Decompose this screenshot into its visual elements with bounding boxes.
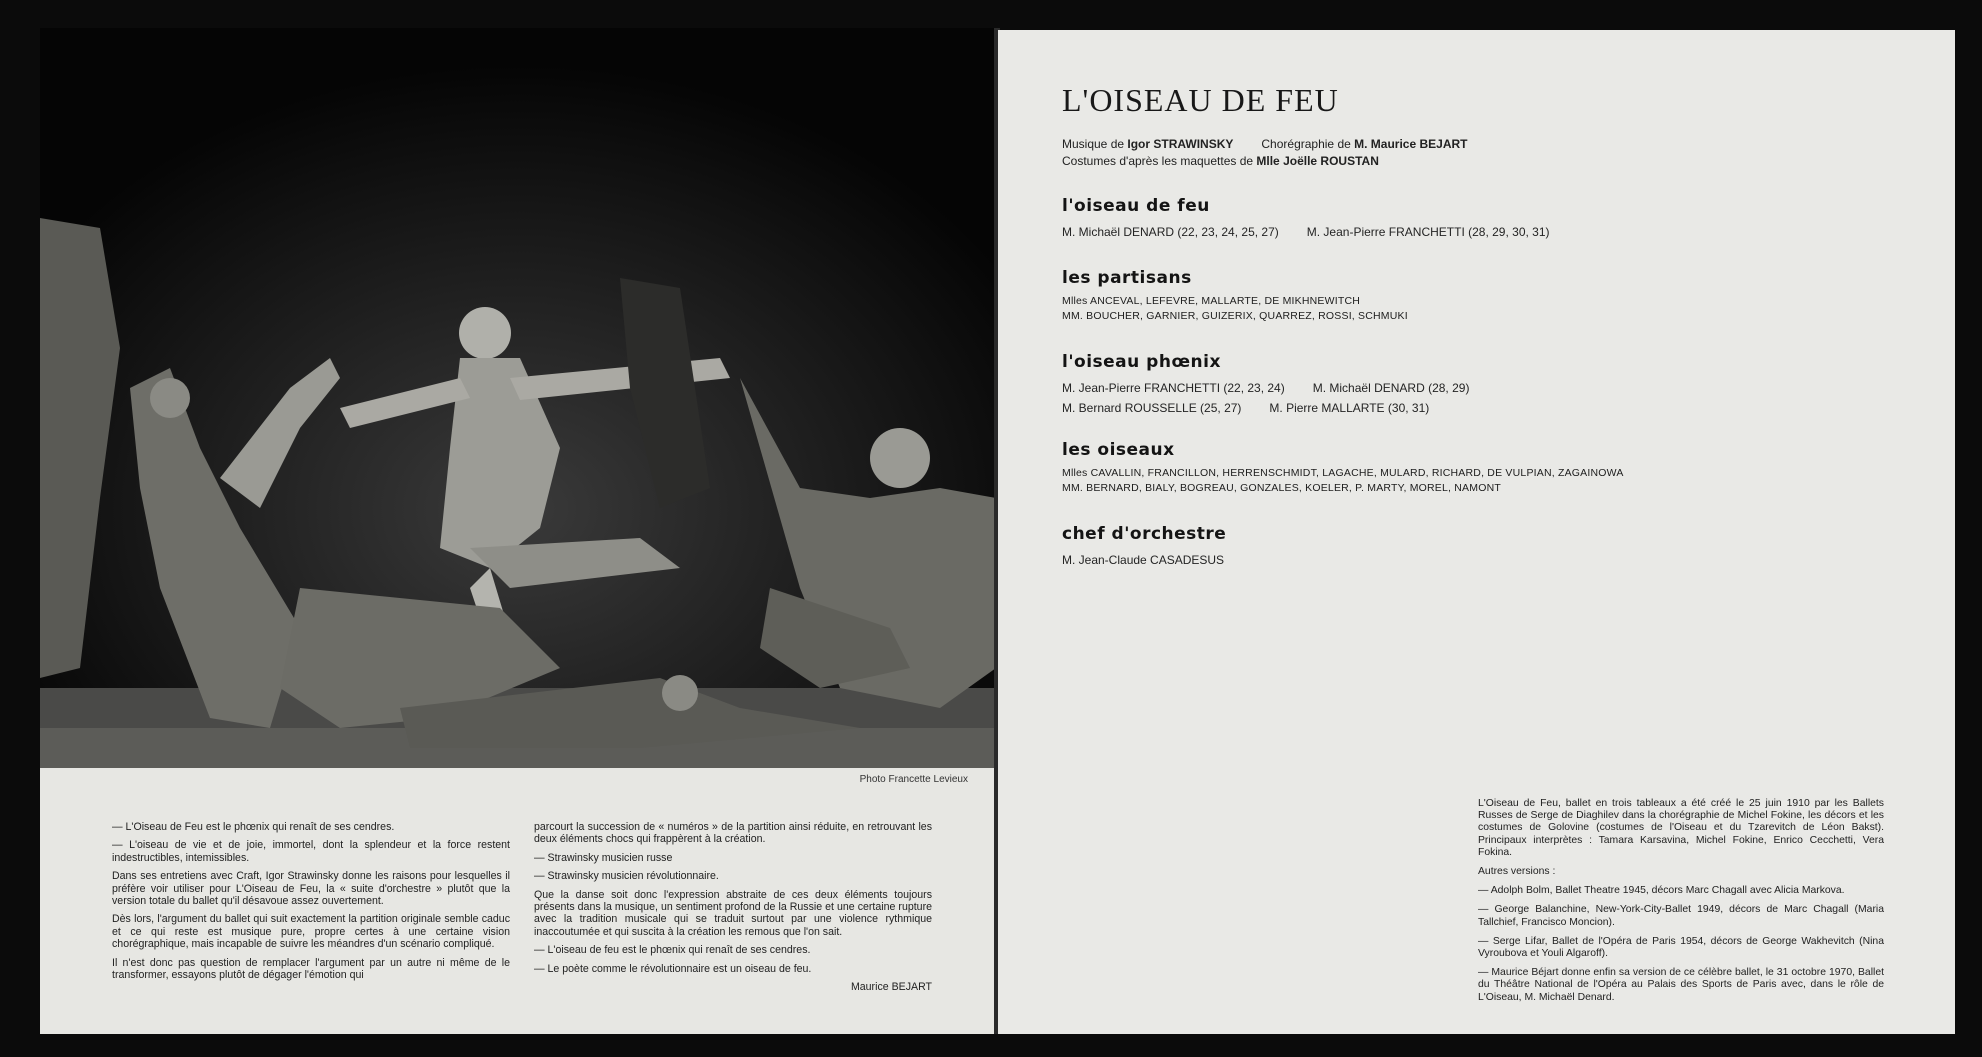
notes-paragraph: — Maurice Béjart donne enfin sa version de ce célèbre ballet, le 31 octobre 1970, Ballet du Théâtre National de l'Opéra au Palais des Sports de Paris avec, dans le rôle de L'Oiseau, M. Michaël Denard. — [1478, 967, 1884, 1003]
section-oiseau-de-feu — [1062, 196, 1550, 241]
credits-line-2 — [1062, 153, 1467, 170]
section-oiseaux — [1062, 440, 1624, 496]
essay-column-1 — [112, 821, 510, 987]
dancers-photo-illustration — [40, 28, 996, 768]
notes-paragraph: Autres versions : — [1478, 866, 1556, 878]
notes-paragraph: — Serge Lifar, Ballet de l'Opéra de Paris 1954, décors de George Wakhevitch (Nina Vyroubova et Youli Algaroff). — [1478, 935, 1884, 960]
notes-paragraph: — George Balanchine, New-York-City-Ballet 1949, décors de Marc Chagall (Maria Tallchief, Francisco Moncion). — [1478, 904, 1884, 928]
essay-paragraph: parcourt la succession de « numéros » de la partition ainsi réduite, en retrouvant les deux éléments chocs qui frappèrent à la création. — [534, 821, 932, 846]
cast-entry: M. Michaël DENARD (28, 29) — [1312, 381, 1470, 395]
page-title: L'OISEAU DE FEU — [1062, 82, 1339, 118]
section-heading: l'oiseau phœnix — [1062, 352, 1221, 372]
section-phoenix — [1062, 352, 1469, 417]
cast-line: Mlles ANCEVAL, LEFEVRE, MALLARTE, DE MIKHNEWITCH — [1062, 295, 1361, 307]
essay-paragraph: Que la danse soit donc l'expression abstraite de ces deux éléments toujours présents dans la musique, un sentiment profond de la Russie et une certaine rupture avec la tradition musicale qui se traduit surtout par une violence rythmique inaccoutumée et qui suscita à la création les remous que l'on sait. — [534, 888, 932, 938]
section-partisans — [1062, 268, 1408, 324]
choreographer-name: M. Maurice BEJART — [1354, 137, 1468, 151]
essay-paragraph: — Strawinsky musicien russe — [534, 851, 673, 864]
cast-line: MM. BERNARD, BIALY, BOGREAU, GONZALES, KOELER, P. MARTY, MOREL, NAMONT — [1062, 482, 1501, 494]
essay-paragraph: — Strawinsky musicien révolutionnaire. — [534, 870, 719, 883]
choreo-prefix: Chorégraphie de — [1261, 137, 1355, 151]
ballet-photo — [40, 28, 996, 768]
section-heading: les oiseaux — [1062, 440, 1175, 460]
cast-entry: M. Pierre MALLARTE (30, 31) — [1269, 401, 1430, 415]
cast-entry: M. Jean-Claude CASADESUS — [1062, 553, 1225, 567]
cast-line: Mlles CAVALLIN, FRANCILLON, HERRENSCHMIDT, LAGACHE, MULARD, RICHARD, DE VULPIAN, ZAGAINOWA — [1062, 467, 1624, 479]
cast-line: MM. BOUCHER, GARNIER, GUIZERIX, QUARREZ, ROSSI, SCHMUKI — [1062, 310, 1408, 322]
costumes-prefix: Costumes d'après les maquettes de — [1062, 154, 1257, 168]
cast-entry: M. Bernard ROUSSELLE (25, 27) — [1062, 401, 1242, 415]
cast-entry: M. Michaël DENARD (22, 23, 24, 25, 27) — [1062, 225, 1279, 239]
music-prefix: Musique de — [1062, 137, 1128, 151]
section-heading: les partisans — [1062, 268, 1192, 288]
author-signature: Maurice BEJART — [850, 981, 932, 994]
cast-entry: M. Jean-Pierre FRANCHETTI (22, 23, 24) — [1062, 381, 1285, 395]
essay-paragraph: Il n'est donc pas question de remplacer l'argument par un autre ni même de le transformer, essayons plutôt de dégager l'émotion qui — [112, 956, 510, 982]
right-page — [998, 30, 1955, 1034]
cast-line — [1062, 399, 1469, 417]
essay-paragraph: — L'Oiseau de Feu est le phœnix qui renaît de ses cendres. — [112, 821, 395, 833]
notes-paragraph: L'Oiseau de Feu, ballet en trois tableaux a été créé le 25 juin 1910 par les Ballets Russes de Serge de Diaghilev dans la chorégraphie de Michel Fokine, les décors et les costumes de Golovine (costumes de l'Oiseau et du Tzarevitch de Léon Bakst). Principaux interprètes : Tamara Karsavina, Michel Fokine, Enrico Cecchetti, Vera Fokina. — [1478, 798, 1884, 858]
essay-paragraph: Dès lors, l'argument du ballet qui suit exactement la partition originale semble caduc et ce qui reste est musique pure, propre certes à une certaine vision chorégraphique, mais incapable de suivre les méandres d'un scénario compliqué. — [112, 913, 510, 951]
credits-block — [1062, 136, 1467, 170]
left-page — [40, 28, 996, 1034]
section-heading: l'oiseau de feu — [1062, 196, 1210, 216]
essay-paragraph: — L'oiseau de feu est le phœnix qui renaît de ses cendres. — [534, 944, 811, 957]
section-heading: chef d'orchestre — [1062, 524, 1227, 544]
essay-paragraph: — Le poète comme le révolutionnaire est un oiseau de feu. — [534, 962, 812, 975]
essay-column-2 — [534, 821, 932, 993]
essay-paragraph: — L'oiseau de vie et de joie, immortel, dont la splendeur et la force restent indestructibles, intemissibles. — [112, 839, 510, 864]
composer-name: Igor STRAWINSKY — [1127, 137, 1234, 151]
cast-line — [1062, 379, 1469, 397]
cast-line — [1062, 223, 1550, 241]
essay-paragraph: Dans ses entretiens avec Craft, Igor Strawinsky donne les raisons pour lesquelles il préfère voir utiliser pour L'Oiseau de Feu, la « suite d'orchestre » plutôt que la version totale du ballet qu'il désavoue assez ouvertement. — [112, 870, 510, 908]
photo-caption: Photo Francette Levieux — [859, 774, 968, 785]
costume-designer-name: Mlle Joëlle ROUSTAN — [1256, 154, 1379, 168]
credits-line-1 — [1062, 136, 1467, 153]
history-notes — [1478, 798, 1884, 1011]
cast-entry: M. Jean-Pierre FRANCHETTI (28, 29, 30, 31) — [1306, 225, 1550, 239]
notes-paragraph: — Adolph Bolm, Ballet Theatre 1945, décors Marc Chagall avec Alicia Markova. — [1478, 885, 1845, 897]
section-chef — [1062, 524, 1226, 569]
